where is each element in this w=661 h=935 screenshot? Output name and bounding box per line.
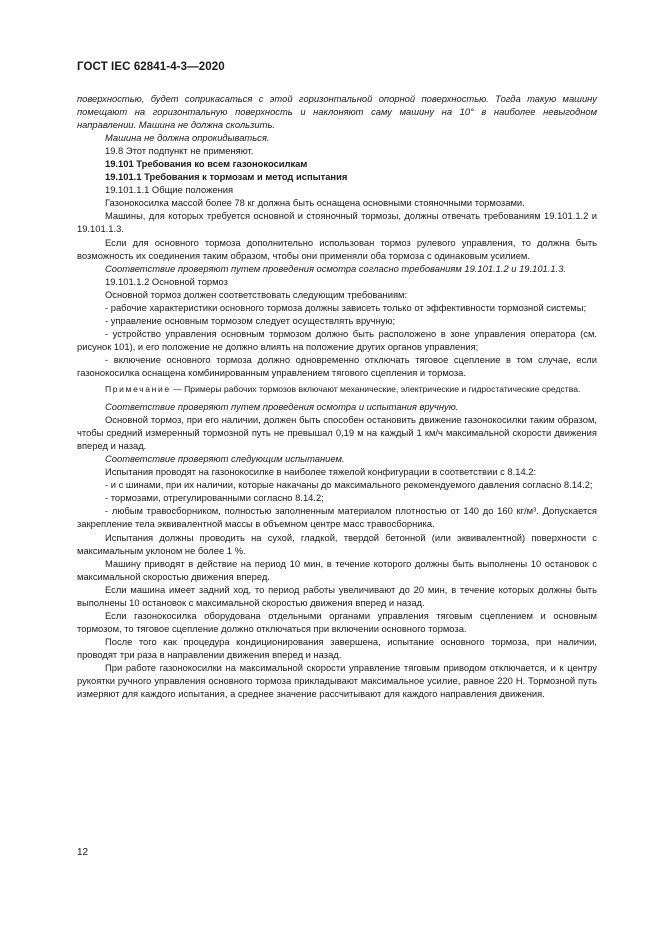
paragraph: Если машина имеет задний ход, то период работы увеличивают до 20 мин, в течение которых должны быть выполнены 10 остановок с максимальной скоростью движения вперед и назад. xyxy=(77,583,597,608)
paragraph: Машину приводят в действие на период 10 мин, в течение которого должны быть выполнены 10 остановок с максимальной скоростью движения вперед. xyxy=(77,557,597,582)
paragraph: Соответствие проверяют путем проведения осмотра и испытания вручную. xyxy=(105,401,459,413)
list-item: - управление основным тормозом следует осуществлять вручную; xyxy=(105,314,396,326)
note-label: Примечание xyxy=(105,384,171,395)
paragraph: Соответствие проверяют следующим испытанием. xyxy=(105,453,345,465)
paragraph: Основной тормоз должен соответствовать следующим требованиям: xyxy=(105,288,408,300)
list-item: - тормозами, отрегулированными согласно 8.14.2; xyxy=(105,492,324,504)
note-text: — Примеры рабочих тормозов включают механические, электрические и гидростатические средства. xyxy=(173,384,581,395)
section-heading: 19.101.1 Требования к тормозам и метод испытания xyxy=(105,171,348,183)
subsection-heading: 19.101.1.2 Основной тормоз xyxy=(105,275,228,287)
note xyxy=(77,383,597,395)
list-item: - и с шинами, при их наличии, которые накачаны до максимального рекомендуемого давления согласно 8.14.2; xyxy=(105,479,593,491)
paragraph: Испытания должны проводить на сухой, гладкой, твердой бетонной (или эквивалентной) поверхности с максимальным уклоном не более 1 %. xyxy=(77,531,597,556)
paragraph: Газонокосилка массой более 78 кг должна быть оснащена основными стояночными тормозами. xyxy=(105,197,525,209)
paragraph: Основной тормоз, при его наличии, должен быть способен остановить движение газонокосилки таким образом, чтобы средний измеренный тормозной путь не превышал 0,19 м на каждый 1 км/ч максимальной скорости движения вперед и назад. xyxy=(77,414,597,452)
paragraph: Если газонокосилка оборудована отдельными органами управления тяговым сцеплением и основным тормозом, то тяговое сцепление должно отключаться при включении основного тормоза. xyxy=(77,609,597,634)
paragraph: Машина не должна опрокидываться. xyxy=(105,132,270,144)
document-header: ГОСТ IEC 62841-4-3—2020 xyxy=(77,61,225,73)
paragraph: Машины, для которых требуется основной и стояночный тормозы, должны отвечать требованиям 19.101.1.2 и 19.101.1.3. xyxy=(77,210,597,235)
page-number: 12 xyxy=(77,847,89,858)
list-item: - включение основного тормоза должно одновременно отключать тяговое сцепление в том случае, если газонокосилка оснащена комбинированным управлением тягового сцепления и тормоза. xyxy=(77,353,597,378)
subsection-heading: 19.101.1.1 Общие положения xyxy=(105,184,234,196)
list-item: - устройство управления основным тормозом должно быть расположено в зоне управления оператора (см. рисунок 101), и его положение не должно влиять на положение других органов управления; xyxy=(77,327,597,352)
paragraph: Соответствие проверяют путем проведения осмотра согласно требованиям 19.101.1.2 и 19.101.1.3. xyxy=(105,262,567,274)
paragraph: Испытания проводят на газонокосилке в наиболее тяжелой конфигурации в соответствии с 8.14.2: xyxy=(105,466,537,478)
paragraph: поверхностью, будет соприкасаться с этой горизонтальной опорной поверхностью. Тогда такую машину помещают на горизонтальную поверхность и наклоняют саму машину на 10° в наиболее невыгодном направлении. Машина не должна скользить. xyxy=(77,93,597,131)
paragraph: Если для основного тормоза дополнительно использован тормоз рулевого управления, то должна быть возможность их соединения таким образом, чтобы они применяли оба тормоза с одинаковым усилием. xyxy=(77,236,597,261)
document-body xyxy=(77,92,597,700)
section-heading: 19.101 Требования ко всем газонокосилкам xyxy=(105,158,308,170)
paragraph: 19.8 Этот подпункт не применяют. xyxy=(105,145,254,157)
list-item: - любым травосборником, полностью заполненным материалом плотностью от 140 до 160 кг/м³. Допускается закрепление тела эквивалентной массы в объемном центре масс травосборника. xyxy=(77,505,597,530)
paragraph: После того как процедура кондиционирования завершена, испытание основного тормоза, при наличии, проводят три раза в направлении движения вперед и назад. xyxy=(77,635,597,660)
paragraph: При работе газонокосилки на максимальной скорости управление тяговым приводом отключается, и к центру рукоятки ручного управления основного тормоза прикладывают максимальное усилие, равное 220 Н. Тормозной путь измеряют для каждого испытания, а среднее значение рассчитывают для каждого направления движения. xyxy=(77,661,597,700)
list-item: - рабочие характеристики основного тормоза должны зависеть только от эффективности тормозной системы; xyxy=(105,301,587,313)
